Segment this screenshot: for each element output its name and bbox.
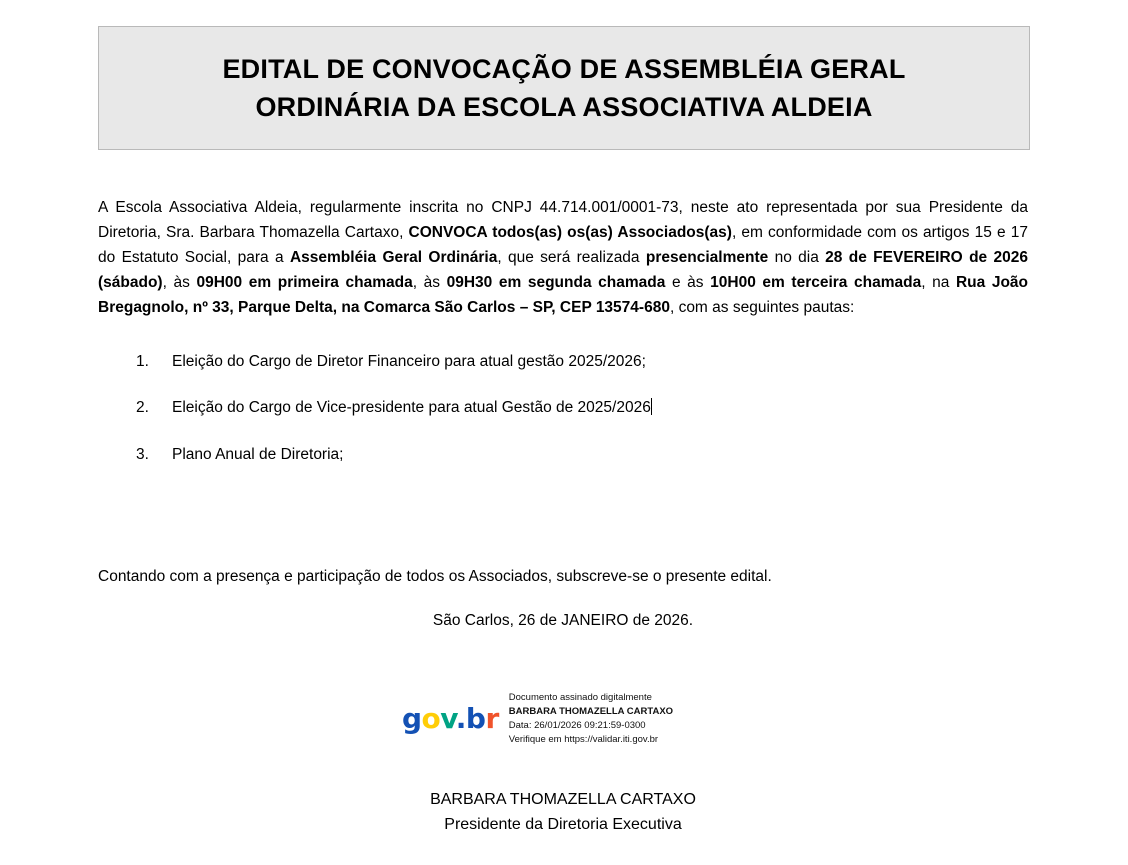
list-item-text: Eleição do Cargo de Vice-presidente para atual Gestão de 2025/2026 bbox=[172, 399, 651, 417]
agenda-list bbox=[98, 350, 998, 489]
signature-stamp-text bbox=[509, 691, 673, 746]
page-title-line-1: EDITAL DE CONVOCAÇÃO DE ASSEMBLÉIA GERAL bbox=[222, 53, 906, 84]
paragraph-bold-3: presencialmente bbox=[645, 249, 769, 267]
stamp-line-3: Data: 26/01/2026 09:21:59-0300 bbox=[508, 720, 646, 731]
govbr-logo-icon: gov.br bbox=[402, 702, 499, 735]
paragraph-segment-8: , na bbox=[921, 274, 956, 292]
paragraph-bold-7: 10H00 em terceira chamada bbox=[710, 274, 922, 292]
paragraph-segment-5: , às bbox=[162, 274, 197, 292]
list-item-text-editing bbox=[172, 396, 998, 419]
list-item bbox=[98, 443, 998, 466]
paragraph-bold-5: 09H00 em primeira chamada bbox=[196, 274, 413, 292]
paragraph-bold-2: Assembléia Geral Ordinária bbox=[289, 249, 498, 267]
signer-name: BARBARA THOMAZELLA CARTAXO bbox=[430, 791, 696, 808]
list-item bbox=[98, 350, 998, 373]
paragraph-bold-8: Rua João Bregagnolo, nº 33, Parque Delta, na Comarca São Carlos – SP, CEP 13574-680 bbox=[98, 274, 1029, 317]
paragraph-segment-4: no dia bbox=[768, 249, 826, 267]
list-item bbox=[98, 396, 998, 419]
stamp-line-4: Verifique em https://validar.iti.gov.br bbox=[508, 733, 659, 745]
list-item-text: Eleição do Cargo de Diretor Financeiro para atual gestão 2025/2026; bbox=[172, 353, 646, 370]
paragraph-segment-7: e às bbox=[665, 274, 711, 292]
list-item-number: 1. bbox=[136, 353, 149, 370]
signer-block bbox=[98, 788, 1028, 838]
page-title-line-2: ORDINÁRIA DA ESCOLA ASSOCIATIVA ALDEIA bbox=[255, 92, 873, 122]
intro-paragraph bbox=[98, 195, 1028, 321]
stamp-line-2: BARBARA THOMAZELLA CARTAXO bbox=[508, 706, 674, 718]
paragraph-segment-1: A Escola Associativa Aldeia, regularmente inscrita no CNPJ 44.714.001/0001-73, neste ato representada por sua Presidente da Diretoria, Sra. Barbara Thomazella Cartaxo, bbox=[98, 199, 1028, 242]
paragraph-segment-6: , às bbox=[412, 274, 447, 292]
stamp-line-1: Documento assinado digitalmente bbox=[508, 692, 652, 704]
list-item-number: 3. bbox=[136, 445, 149, 463]
paragraph-segment-9: , com as seguintes pautas: bbox=[669, 299, 855, 317]
text-cursor-caret bbox=[651, 398, 652, 415]
closing-paragraph: Contando com a presença e participação de todos os Associados, subscreve-se o presente edital. bbox=[98, 568, 772, 585]
paragraph-bold-6: 09H30 em segunda chamada bbox=[446, 274, 666, 292]
signer-role: Presidente da Diretoria Executiva bbox=[444, 815, 682, 833]
paragraph-bold-1: CONVOCA todos(as) os(as) Associados(as) bbox=[408, 224, 732, 242]
digital-signature-stamp bbox=[402, 684, 732, 754]
paragraph-bold-4: 28 de FEVEREIRO de 2026 (sábado) bbox=[98, 249, 1028, 292]
city-and-date: São Carlos, 26 de JANEIRO de 2026. bbox=[432, 612, 694, 629]
paragraph-segment-2: , em conformidade com os artigos 15 e 17 do Estatuto Social, para a bbox=[98, 224, 1029, 267]
document-title-box bbox=[98, 26, 1030, 150]
list-item-text: Plano Anual de Diretoria; bbox=[172, 445, 344, 463]
paragraph-segment-3: , que será realizada bbox=[497, 249, 646, 267]
list-item-number: 2. bbox=[136, 399, 149, 417]
